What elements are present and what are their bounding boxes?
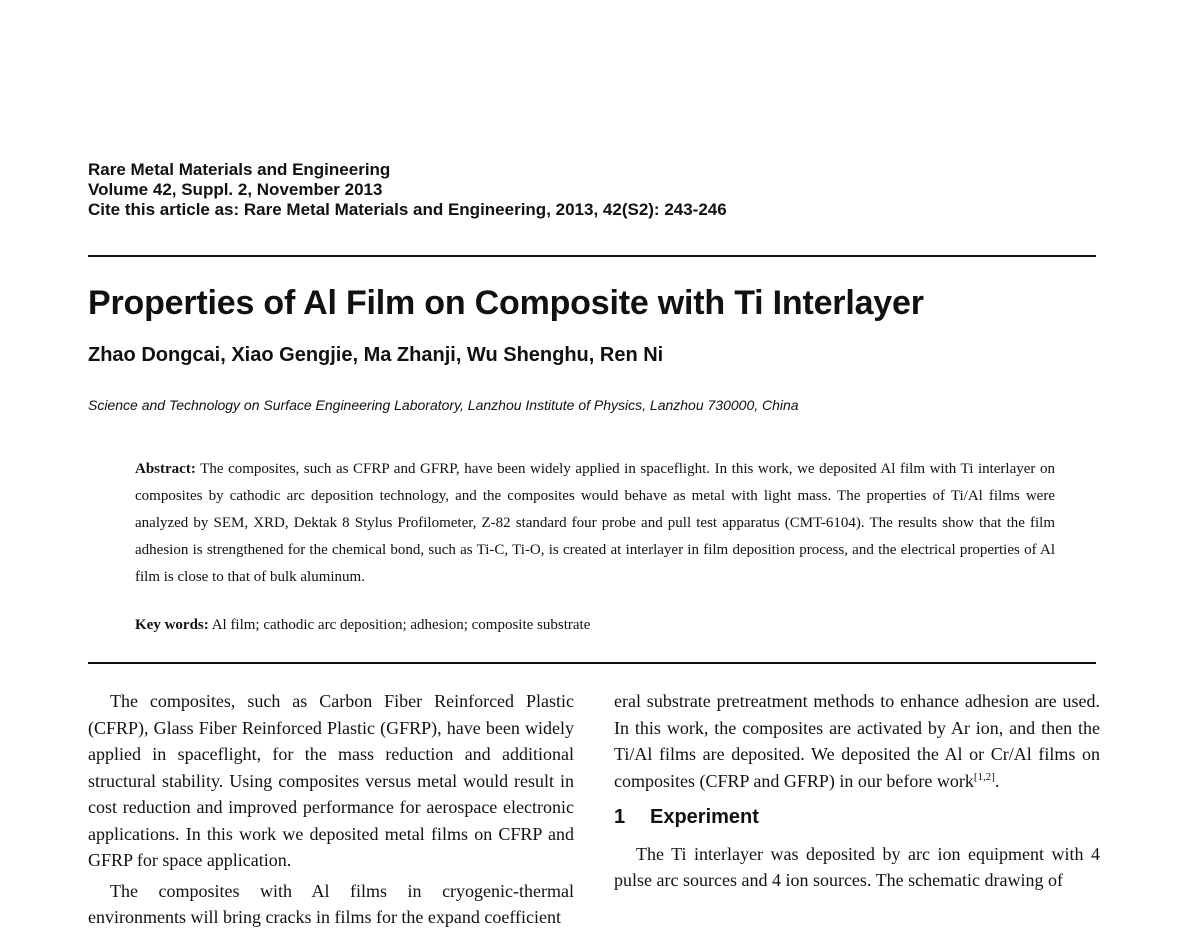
keywords-label: Key words: <box>135 617 209 633</box>
journal-name: Rare Metal Materials and Engineering <box>88 160 391 179</box>
paragraph-end: . <box>994 770 1000 791</box>
keywords-block <box>135 617 590 634</box>
journal-header <box>88 160 727 220</box>
journal-volume: Volume 42, Suppl. 2, November 2013 <box>88 180 383 199</box>
abstract-divider <box>88 662 1096 664</box>
article-affiliation: Science and Technology on Surface Engineering Laboratory, Lanzhou Institute of Physics, Lanzhou 730000, China <box>88 397 799 413</box>
section-heading <box>614 804 1100 831</box>
body-paragraph: The composites with Al films in cryogenic-thermal environments will bring cracks in films for the expand coefficient <box>88 880 574 927</box>
body-paragraph: The Ti interlayer was deposited by arc ion equipment with 4 pulse arc sources and 4 ion sources. The schematic drawing of <box>614 843 1100 890</box>
article-authors: Zhao Dongcai, Xiao Gengjie, Ma Zhanji, Wu Shenghu, Ren Ni <box>88 344 664 366</box>
citation-reference[interactable]: [1,2] <box>973 770 995 783</box>
section-title: Experiment <box>650 806 759 828</box>
header-divider <box>88 255 1096 257</box>
abstract-block <box>135 456 1055 591</box>
paragraph-text: eral substrate pretreatment methods to enhance adhesion are used. In this work, the composites are activated by Ar ion, and then the Ti/Al films are deposited. We deposited the Al or Cr/Al films on composites (CFRP and GFRP) in our before work <box>614 691 1100 791</box>
body-paragraph <box>614 688 1100 794</box>
article-title: Properties of Al Film on Composite with Ti Interlayer <box>88 284 924 322</box>
body-column-left <box>88 688 574 931</box>
journal-citation: Cite this article as: Rare Metal Materials and Engineering, 2013, 42(S2): 243-246 <box>88 200 727 219</box>
abstract-label: Abstract: <box>135 461 196 477</box>
keywords-text: Al film; cathodic arc deposition; adhesion; composite substrate <box>211 617 591 633</box>
body-column-right <box>614 688 1100 894</box>
abstract-text: The composites, such as CFRP and GFRP, have been widely applied in spaceflight. In this work, we deposited Al film with Ti interlayer on composites by cathodic arc deposition technology, and the composites would behave as metal with light mass. The properties of Ti/Al films were analyzed by SEM, XRD, Dektak 8 Stylus Profilometer, Z-82 standard four probe and pull test apparatus (CMT-6104). The results show that the film adhesion is strengthened for the chemical bond, such as Ti-C, Ti-O, is created at interlayer in film deposition process, and the electrical properties of Al film is close to that of bulk aluminum. <box>135 461 1055 585</box>
body-paragraph: The composites, such as Carbon Fiber Reinforced Plastic (CFRP), Glass Fiber Reinforced Plastic (GFRP), have been widely applied in spaceflight, for the mass reduction and additional structural stability. Using composites versus metal would result in cost reduction and improved performance for aerospace electronic applications. In this work we deposited metal films on CFRP and GFRP for space application. <box>88 691 574 870</box>
section-number: 1 <box>614 806 626 828</box>
